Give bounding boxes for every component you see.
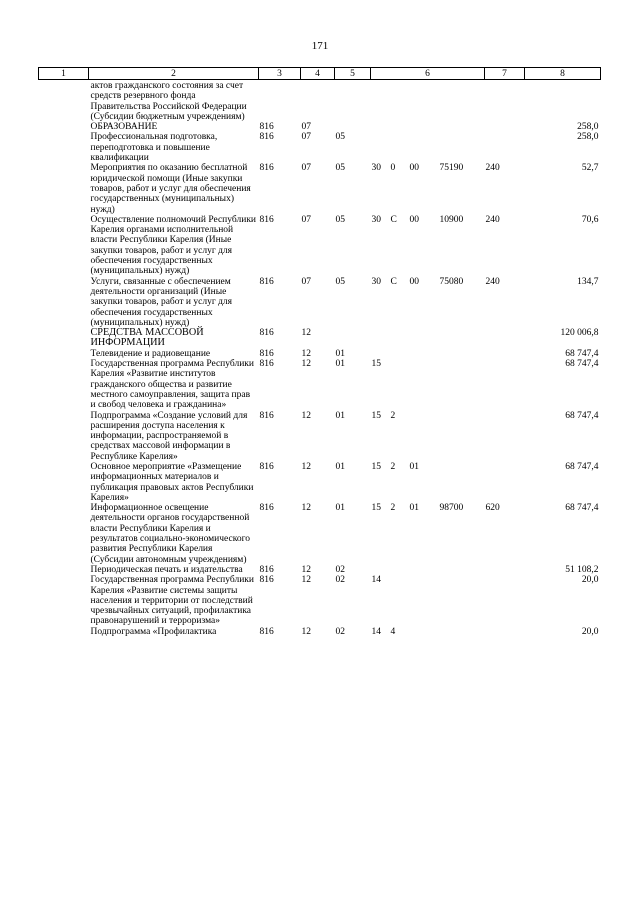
row-code-cell: 240 — [485, 163, 500, 174]
row-code-cell: 0 — [390, 163, 396, 174]
row-number-cell — [39, 132, 89, 163]
row-code-cell — [485, 575, 525, 626]
row-code-cell — [390, 565, 409, 575]
row-name-cell: ОБРАЗОВАНИЕ — [90, 122, 158, 133]
row-code-cell: 816 — [259, 575, 274, 586]
row-amount-cell: 68 747,4 — [565, 461, 599, 472]
header-cell: 5 — [335, 68, 371, 80]
row-name-cell: актов гражданского состояния за счет средств резервного фонда Правительства Российской Федерации (Субсидии бюджетным учреждениям) — [90, 81, 247, 122]
row-name-cell: Основное мероприятие «Размещение информационных материалов и публикация правовых актов Республики Карелия» — [90, 461, 254, 503]
row-code-cell: 816 — [259, 122, 274, 133]
row-code-cell — [439, 80, 485, 123]
row-number-cell — [39, 80, 89, 123]
row-code-cell — [439, 328, 485, 349]
row-code-cell: 07 — [301, 163, 311, 174]
row-name-cell: Осуществление полномочий Республики Карелия органами исполнительной власти Республики Карелия (Иные закупки товаров, работ и услуг для обеспечения государственных (муниципальных) нужд) — [90, 214, 257, 277]
row-code-cell: 01 — [335, 461, 345, 472]
row-code-cell — [485, 349, 525, 359]
row-code-cell: 2 — [390, 410, 396, 421]
table-row — [39, 359, 601, 410]
row-name-cell: Периодическая печать и издательства — [90, 564, 243, 575]
row-name-cell: Подпрограмма «Создание условий для расширения доступа населения к информации, распространяемой в средствах массовой информации в Республике Карелия» — [90, 410, 248, 462]
row-code-cell: 816 — [259, 163, 274, 174]
row-number-cell — [39, 359, 89, 410]
row-code-cell: 30 — [371, 163, 381, 174]
row-code-cell: 00 — [409, 276, 419, 287]
table-row — [39, 349, 601, 359]
row-name-cell: Услуги, связанные с обеспечением деятельности организаций (Иные закупки товаров, работ и услуг для обеспечения государственных (муниципальных) нужд) — [90, 276, 233, 328]
table-row — [39, 277, 601, 328]
row-name-cell: Телевидение и радиовещание — [90, 348, 211, 359]
row-code-cell: 01 — [409, 503, 419, 514]
header-cell: 6 — [371, 68, 485, 80]
row-code-cell — [371, 80, 390, 123]
row-code-cell: 816 — [259, 276, 274, 287]
row-code-cell — [371, 565, 390, 575]
header-cell: 3 — [259, 68, 301, 80]
row-amount-cell: 20,0 — [581, 626, 599, 637]
row-number-cell — [39, 215, 89, 277]
row-code-cell: 620 — [485, 503, 500, 514]
table-row — [39, 411, 601, 462]
row-code-cell — [371, 122, 390, 132]
row-code-cell — [335, 122, 371, 132]
row-code-cell — [439, 565, 485, 575]
row-code-cell — [485, 132, 525, 163]
row-code-cell — [371, 328, 390, 349]
header-row — [39, 68, 601, 80]
row-code-cell — [485, 122, 525, 132]
row-code-cell: С — [390, 214, 397, 225]
row-number-cell — [39, 411, 89, 462]
row-number-cell — [39, 462, 89, 503]
row-number-cell — [39, 627, 89, 637]
row-amount-cell: 258,0 — [577, 122, 599, 133]
table-row — [39, 627, 601, 637]
row-code-cell: 00 — [409, 163, 419, 174]
row-amount-cell: 20,0 — [581, 575, 599, 586]
row-code-cell — [409, 627, 439, 637]
row-name-cell: Подпрограмма «Профилактика — [90, 626, 217, 637]
row-code-cell: 12 — [301, 575, 311, 586]
row-amount-cell: 68 747,4 — [565, 503, 599, 514]
row-code-cell: 2 — [390, 461, 396, 472]
row-number-cell — [39, 163, 89, 214]
row-code-cell: 05 — [335, 132, 345, 143]
header-cell: 7 — [485, 68, 525, 80]
row-code-cell — [439, 462, 485, 503]
row-code-cell: 02 — [335, 564, 345, 575]
row-number-cell — [39, 122, 89, 132]
header-cell: 1 — [39, 68, 89, 80]
row-code-cell: 07 — [301, 132, 311, 143]
row-code-cell: 816 — [259, 359, 274, 370]
row-code-cell: 05 — [335, 163, 345, 174]
table-row — [39, 122, 601, 132]
row-code-cell — [409, 575, 439, 626]
header-cell: 2 — [89, 68, 259, 80]
row-number-cell — [39, 575, 89, 626]
row-code-cell: 12 — [301, 503, 311, 514]
row-code-cell: 01 — [335, 348, 345, 359]
row-code-cell — [390, 359, 409, 410]
row-code-cell: 75190 — [439, 163, 464, 174]
row-code-cell: 816 — [259, 626, 274, 637]
row-code-cell — [390, 122, 409, 132]
row-code-cell — [301, 80, 335, 123]
row-code-cell: 12 — [301, 461, 311, 472]
row-amount-cell: 51 108,2 — [565, 564, 599, 575]
row-code-cell — [439, 359, 485, 410]
row-name-cell: Мероприятия по оказанию бесплатной юридической помощи (Иные закупки товаров, работ и услуг для обеспечения государственных (муниципальных) нужд) — [90, 163, 251, 215]
row-code-cell — [409, 349, 439, 359]
row-code-cell — [485, 411, 525, 462]
row-code-cell: 10900 — [439, 214, 464, 225]
row-code-cell: 01 — [335, 410, 345, 421]
table-row — [39, 328, 601, 349]
row-code-cell: 07 — [301, 214, 311, 225]
row-code-cell: 15 — [371, 503, 381, 514]
page-number: 171 — [311, 40, 329, 52]
table-row — [39, 565, 601, 575]
row-name-cell: Информационное освещение деятельности органов государственной власти Республики Карелия и результатов социально-экономического развития Республики Карелия (Субсидии автономным учреждениям) — [90, 503, 251, 565]
row-code-cell — [390, 132, 409, 163]
row-number-cell — [39, 565, 89, 575]
row-code-cell: 12 — [301, 328, 311, 339]
header-cell: 8 — [525, 68, 601, 80]
row-code-cell — [485, 565, 525, 575]
row-code-cell: 01 — [335, 503, 345, 514]
row-code-cell: 816 — [259, 410, 274, 421]
row-code-cell: 240 — [485, 276, 500, 287]
row-code-cell: 75080 — [439, 276, 464, 287]
row-amount-cell: 68 747,4 — [565, 348, 599, 359]
row-code-cell: 240 — [485, 214, 500, 225]
row-amount-cell: 68 747,4 — [565, 410, 599, 421]
row-name-cell: Государственная программа Республики Карелия «Развитие системы защиты населения и территории от последствий чрезвычайных ситуаций, профилактика правонарушений и терроризма» — [90, 575, 254, 627]
table-row — [39, 503, 601, 565]
row-code-cell: 816 — [259, 564, 274, 575]
row-number-cell — [39, 328, 89, 349]
row-code-cell — [439, 411, 485, 462]
row-code-cell — [409, 122, 439, 132]
table-row — [39, 80, 601, 123]
row-code-cell — [409, 411, 439, 462]
row-code-cell — [409, 132, 439, 163]
row-code-cell: 01 — [335, 359, 345, 370]
row-code-cell: 12 — [301, 410, 311, 421]
row-code-cell — [390, 575, 409, 626]
row-name-cell: Государственная программа Республики Карелия «Развитие институтов гражданского общества и развитие местного самоуправления, защита прав и свобод человека и гражданина» — [90, 359, 254, 411]
row-code-cell: 15 — [371, 461, 381, 472]
row-code-cell — [371, 132, 390, 163]
row-code-cell — [335, 80, 371, 123]
row-amount-cell: 52,7 — [581, 163, 599, 174]
row-amount-cell: 120 006,8 — [560, 328, 599, 339]
row-code-cell: С — [390, 276, 397, 287]
row-code-cell — [439, 122, 485, 132]
row-code-cell: 12 — [301, 359, 311, 370]
row-code-cell: 12 — [301, 348, 311, 359]
row-code-cell: 01 — [409, 461, 419, 472]
row-code-cell: 816 — [259, 132, 274, 143]
row-code-cell — [485, 80, 525, 123]
header-cell: 4 — [301, 68, 335, 80]
row-code-cell: 816 — [259, 328, 274, 339]
row-code-cell — [390, 328, 409, 349]
row-code-cell — [439, 627, 485, 637]
row-code-cell: 12 — [301, 564, 311, 575]
table-row — [39, 462, 601, 503]
row-code-cell: 816 — [259, 348, 274, 359]
table-body — [39, 80, 601, 638]
row-number-cell — [39, 503, 89, 565]
row-code-cell — [485, 328, 525, 349]
row-code-cell: 98700 — [439, 503, 464, 514]
row-code-cell: 30 — [371, 214, 381, 225]
row-name-cell: Профессиональная подготовка, переподготовка и повышение квалификации — [90, 132, 218, 164]
row-code-cell — [439, 575, 485, 626]
row-code-cell — [371, 349, 390, 359]
row-code-cell: 14 — [371, 626, 381, 637]
row-code-cell — [485, 359, 525, 410]
row-code-cell — [335, 328, 371, 349]
budget-table — [38, 67, 601, 637]
row-amount-cell — [525, 80, 601, 123]
row-code-cell — [439, 132, 485, 163]
table-row — [39, 163, 601, 214]
row-code-cell: 4 — [390, 626, 396, 637]
row-code-cell — [485, 627, 525, 637]
row-code-cell — [485, 462, 525, 503]
row-code-cell — [439, 349, 485, 359]
row-code-cell: 15 — [371, 410, 381, 421]
row-code-cell — [259, 80, 301, 123]
row-amount-cell: 258,0 — [577, 132, 599, 143]
row-code-cell: 00 — [409, 214, 419, 225]
row-code-cell — [409, 359, 439, 410]
row-code-cell: 05 — [335, 276, 345, 287]
row-amount-cell: 68 747,4 — [565, 359, 599, 370]
row-code-cell: 816 — [259, 214, 274, 225]
row-code-cell: 07 — [301, 122, 311, 133]
row-code-cell — [409, 328, 439, 349]
row-code-cell — [409, 565, 439, 575]
row-code-cell: 07 — [301, 276, 311, 287]
row-number-cell — [39, 277, 89, 328]
table-row — [39, 575, 601, 626]
row-code-cell — [390, 349, 409, 359]
row-code-cell: 15 — [371, 359, 381, 370]
row-number-cell — [39, 349, 89, 359]
row-code-cell: 02 — [335, 626, 345, 637]
row-amount-cell: 70,6 — [581, 214, 599, 225]
row-code-cell: 30 — [371, 276, 381, 287]
row-code-cell: 2 — [390, 503, 396, 514]
table-row — [39, 215, 601, 277]
row-code-cell: 05 — [335, 214, 345, 225]
row-code-cell: 02 — [335, 575, 345, 586]
row-code-cell: 12 — [301, 626, 311, 637]
row-amount-cell: 134,7 — [577, 276, 599, 287]
row-name-cell: СРЕДСТВА МАССОВОЙ ИНФОРМАЦИИ — [90, 327, 204, 349]
row-code-cell — [409, 80, 439, 123]
row-code-cell: 14 — [371, 575, 381, 586]
table-row — [39, 132, 601, 163]
row-code-cell — [390, 80, 409, 123]
row-code-cell: 816 — [259, 461, 274, 472]
row-code-cell: 816 — [259, 503, 274, 514]
